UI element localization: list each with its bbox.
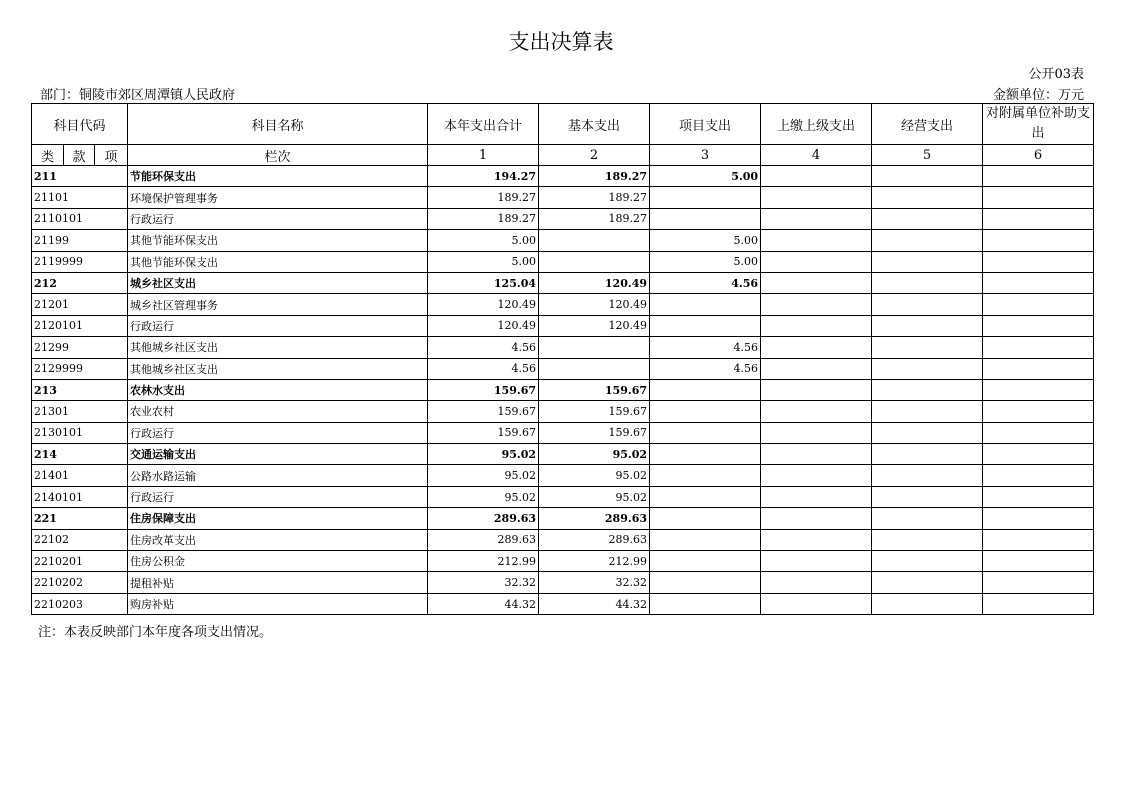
cell-code: 214: [32, 444, 128, 465]
cell-business: [872, 272, 983, 293]
header-lanci: 栏次: [128, 145, 428, 166]
cell-subsidy: [983, 551, 1094, 572]
cell-subsidy: [983, 166, 1094, 187]
header-total: 本年支出合计: [428, 104, 539, 145]
cell-business: [872, 529, 983, 550]
cell-name: 行政运行: [128, 422, 428, 443]
header-project: 项目支出: [650, 104, 761, 145]
cell-total: 95.02: [428, 486, 539, 507]
cell-subsidy: [983, 358, 1094, 379]
header-code: 科目代码: [32, 104, 128, 145]
cell-project: 5.00: [650, 230, 761, 251]
table-row: [32, 358, 1094, 379]
cell-code: 211: [32, 166, 128, 187]
cell-basic: 189.27: [539, 187, 650, 208]
cell-business: [872, 551, 983, 572]
cell-business: [872, 572, 983, 593]
cell-code: 21299: [32, 337, 128, 358]
cell-total: 120.49: [428, 315, 539, 336]
header-col-3: 3: [650, 145, 761, 166]
cell-name: 城乡社区管理事务: [128, 294, 428, 315]
cell-project: [650, 422, 761, 443]
cell-code: 21199: [32, 230, 128, 251]
cell-code: 213: [32, 379, 128, 400]
cell-name: 城乡社区支出: [128, 272, 428, 293]
cell-upper: [761, 251, 872, 272]
cell-upper: [761, 551, 872, 572]
table-row: [32, 551, 1094, 572]
unit-label: 金额单位：万元: [992, 88, 1084, 103]
cell-total: 289.63: [428, 529, 539, 550]
cell-project: [650, 187, 761, 208]
cell-basic: 95.02: [539, 465, 650, 486]
cell-basic: 189.27: [539, 208, 650, 229]
cell-project: [650, 486, 761, 507]
cell-project: [650, 508, 761, 529]
cell-upper: [761, 208, 872, 229]
cell-subsidy: [983, 315, 1094, 336]
cell-total: 212.99: [428, 551, 539, 572]
cell-upper: [761, 572, 872, 593]
cell-total: 189.27: [428, 208, 539, 229]
cell-basic: 95.02: [539, 486, 650, 507]
cell-business: [872, 208, 983, 229]
cell-name: 住房保障支出: [128, 508, 428, 529]
cell-business: [872, 315, 983, 336]
page-title: 支出决算表: [508, 30, 614, 54]
cell-basic: 212.99: [539, 551, 650, 572]
cell-total: 125.04: [428, 272, 539, 293]
header-col-2: 2: [539, 145, 650, 166]
header-col-4: 4: [761, 145, 872, 166]
cell-total: 44.32: [428, 593, 539, 614]
cell-name: 提租补贴: [128, 572, 428, 593]
cell-name: 公路水路运输: [128, 465, 428, 486]
cell-upper: [761, 508, 872, 529]
cell-subsidy: [983, 508, 1094, 529]
cell-upper: [761, 379, 872, 400]
cell-subsidy: [983, 294, 1094, 315]
cell-upper: [761, 358, 872, 379]
cell-basic: 32.32: [539, 572, 650, 593]
cell-basic: 95.02: [539, 444, 650, 465]
cell-subsidy: [983, 251, 1094, 272]
cell-upper: [761, 272, 872, 293]
cell-upper: [761, 166, 872, 187]
cell-business: [872, 230, 983, 251]
header-xiang: 项: [95, 145, 128, 166]
cell-business: [872, 166, 983, 187]
cell-business: [872, 401, 983, 422]
cell-code: 212: [32, 272, 128, 293]
cell-business: [872, 486, 983, 507]
header-name: 科目名称: [128, 104, 428, 145]
cell-subsidy: [983, 337, 1094, 358]
cell-code: 2210203: [32, 593, 128, 614]
cell-code: 2140101: [32, 486, 128, 507]
cell-subsidy: [983, 379, 1094, 400]
table-row: [32, 251, 1094, 272]
cell-upper: [761, 401, 872, 422]
cell-basic: 120.49: [539, 315, 650, 336]
cell-basic: 289.63: [539, 508, 650, 529]
cell-total: 159.67: [428, 401, 539, 422]
cell-total: 194.27: [428, 166, 539, 187]
cell-business: [872, 465, 983, 486]
cell-code: 2120101: [32, 315, 128, 336]
cell-upper: [761, 444, 872, 465]
table-row: [32, 187, 1094, 208]
cell-code: 2130101: [32, 422, 128, 443]
cell-business: [872, 187, 983, 208]
cell-project: 4.56: [650, 358, 761, 379]
table-row: [32, 315, 1094, 336]
table-row: [32, 572, 1094, 593]
cell-project: [650, 572, 761, 593]
form-number: 公开03表: [1028, 67, 1084, 82]
cell-upper: [761, 422, 872, 443]
cell-basic: 120.49: [539, 294, 650, 315]
cell-total: 32.32: [428, 572, 539, 593]
cell-basic: [539, 358, 650, 379]
cell-code: 2129999: [32, 358, 128, 379]
cell-code: 21301: [32, 401, 128, 422]
cell-code: 2119999: [32, 251, 128, 272]
cell-basic: 159.67: [539, 379, 650, 400]
table-row: [32, 208, 1094, 229]
cell-name: 其他城乡社区支出: [128, 337, 428, 358]
cell-code: 2210201: [32, 551, 128, 572]
cell-project: [650, 551, 761, 572]
cell-name: 交通运输支出: [128, 444, 428, 465]
cell-subsidy: [983, 593, 1094, 614]
cell-total: 159.67: [428, 379, 539, 400]
cell-name: 购房补贴: [128, 593, 428, 614]
cell-name: 农业农村: [128, 401, 428, 422]
cell-subsidy: [983, 208, 1094, 229]
cell-business: [872, 294, 983, 315]
cell-subsidy: [983, 272, 1094, 293]
cell-total: 289.63: [428, 508, 539, 529]
department-label: 部门：铜陵市郊区周潭镇人民政府: [40, 88, 236, 103]
table-row: [32, 401, 1094, 422]
cell-subsidy: [983, 422, 1094, 443]
cell-subsidy: [983, 529, 1094, 550]
table-row: [32, 593, 1094, 614]
cell-total: 4.56: [428, 337, 539, 358]
cell-basic: [539, 251, 650, 272]
cell-upper: [761, 337, 872, 358]
cell-business: [872, 444, 983, 465]
table-row: [32, 422, 1094, 443]
cell-project: [650, 294, 761, 315]
cell-business: [872, 358, 983, 379]
cell-name: 住房公积金: [128, 551, 428, 572]
cell-total: 189.27: [428, 187, 539, 208]
header-col-1: 1: [428, 145, 539, 166]
cell-basic: 159.67: [539, 401, 650, 422]
cell-total: 4.56: [428, 358, 539, 379]
cell-upper: [761, 593, 872, 614]
table-row: [32, 508, 1094, 529]
table-row: [32, 486, 1094, 507]
cell-code: 22102: [32, 529, 128, 550]
cell-upper: [761, 187, 872, 208]
table-row: [32, 444, 1094, 465]
cell-name: 住房改革支出: [128, 529, 428, 550]
cell-code: 2110101: [32, 208, 128, 229]
cell-subsidy: [983, 486, 1094, 507]
cell-business: [872, 422, 983, 443]
cell-project: [650, 593, 761, 614]
table-row: [32, 166, 1094, 187]
cell-total: 95.02: [428, 444, 539, 465]
cell-business: [872, 251, 983, 272]
cell-subsidy: [983, 230, 1094, 251]
cell-code: 2210202: [32, 572, 128, 593]
cell-project: [650, 444, 761, 465]
cell-name: 环境保护管理事务: [128, 187, 428, 208]
table-row: [32, 272, 1094, 293]
cell-basic: 120.49: [539, 272, 650, 293]
cell-upper: [761, 315, 872, 336]
cell-basic: 44.32: [539, 593, 650, 614]
table-note: 注：本表反映部门本年度各项支出情况。: [38, 625, 273, 640]
cell-project: [650, 379, 761, 400]
table-row: [32, 379, 1094, 400]
table-row: [32, 294, 1094, 315]
cell-basic: 289.63: [539, 529, 650, 550]
cell-project: [650, 208, 761, 229]
cell-business: [872, 508, 983, 529]
cell-business: [872, 379, 983, 400]
cell-code: 21401: [32, 465, 128, 486]
cell-name: 其他节能环保支出: [128, 230, 428, 251]
expenditure-table: [31, 103, 1094, 615]
cell-name: 其他城乡社区支出: [128, 358, 428, 379]
cell-business: [872, 593, 983, 614]
cell-name: 其他节能环保支出: [128, 251, 428, 272]
table-body: [32, 166, 1094, 615]
cell-total: 5.00: [428, 251, 539, 272]
cell-subsidy: [983, 465, 1094, 486]
header-upper: 上缴上级支出: [761, 104, 872, 145]
header-kuan: 款: [64, 145, 95, 166]
cell-business: [872, 337, 983, 358]
cell-total: 95.02: [428, 465, 539, 486]
cell-project: 5.00: [650, 166, 761, 187]
table-row: [32, 465, 1094, 486]
header-lei: 类: [32, 145, 64, 166]
cell-basic: 159.67: [539, 422, 650, 443]
header-business: 经营支出: [872, 104, 983, 145]
table-row: [32, 230, 1094, 251]
cell-upper: [761, 529, 872, 550]
cell-basic: [539, 337, 650, 358]
cell-name: 农林水支出: [128, 379, 428, 400]
cell-code: 21201: [32, 294, 128, 315]
header-col-6: 6: [983, 145, 1094, 166]
cell-total: 120.49: [428, 294, 539, 315]
cell-subsidy: [983, 401, 1094, 422]
header-basic: 基本支出: [539, 104, 650, 145]
cell-total: 159.67: [428, 422, 539, 443]
cell-code: 21101: [32, 187, 128, 208]
cell-name: 节能环保支出: [128, 166, 428, 187]
cell-upper: [761, 294, 872, 315]
cell-total: 5.00: [428, 230, 539, 251]
cell-project: 5.00: [650, 251, 761, 272]
cell-code: 221: [32, 508, 128, 529]
table-row: [32, 337, 1094, 358]
cell-project: [650, 401, 761, 422]
cell-basic: [539, 230, 650, 251]
cell-project: 4.56: [650, 272, 761, 293]
cell-upper: [761, 230, 872, 251]
cell-name: 行政运行: [128, 208, 428, 229]
cell-upper: [761, 486, 872, 507]
cell-upper: [761, 465, 872, 486]
cell-project: [650, 529, 761, 550]
cell-subsidy: [983, 572, 1094, 593]
cell-subsidy: [983, 444, 1094, 465]
cell-project: [650, 315, 761, 336]
cell-basic: 189.27: [539, 166, 650, 187]
table-row: [32, 529, 1094, 550]
cell-subsidy: [983, 187, 1094, 208]
cell-name: 行政运行: [128, 315, 428, 336]
header-subsidy: 对附属单位补助支出: [983, 104, 1094, 145]
cell-project: 4.56: [650, 337, 761, 358]
cell-project: [650, 465, 761, 486]
cell-name: 行政运行: [128, 486, 428, 507]
header-col-5: 5: [872, 145, 983, 166]
